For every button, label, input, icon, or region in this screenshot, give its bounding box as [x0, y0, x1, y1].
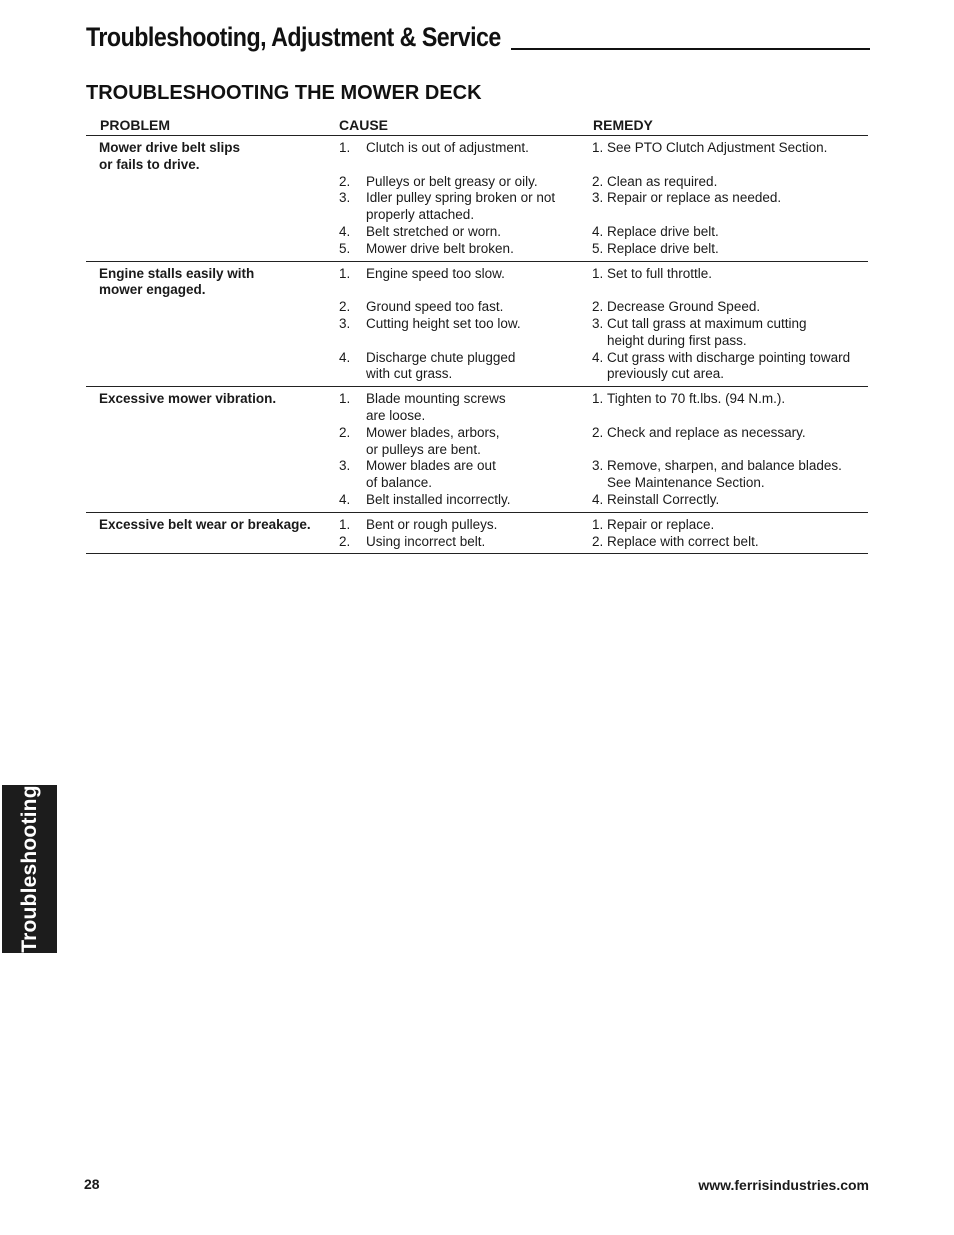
column-header-remedy: REMEDY	[593, 117, 653, 134]
remedy-number: 3.	[592, 190, 604, 206]
cause-cell	[339, 266, 592, 300]
remedy-line: Check and replace as necessary.	[607, 424, 806, 440]
remedy-cell	[592, 140, 868, 174]
cause-text	[366, 140, 592, 174]
problem-text: or fails to drive.	[99, 156, 200, 172]
table-header-row	[86, 112, 868, 136]
cause-line: or pulleys are bent.	[366, 441, 481, 457]
remedy-cell	[592, 458, 868, 492]
cause-text	[366, 534, 592, 551]
remedy-text	[607, 534, 868, 551]
table-row	[86, 316, 868, 350]
cause-cell	[339, 241, 592, 258]
remedy-cell	[592, 391, 868, 425]
remedy-line: Replace drive belt.	[607, 223, 719, 239]
table-row	[86, 174, 868, 191]
remedy-line: Reinstall Correctly.	[607, 491, 720, 507]
cause-line: Using incorrect belt.	[366, 533, 486, 549]
table-row	[86, 350, 868, 384]
cause-text	[366, 190, 592, 224]
problem-text: Mower drive belt slips	[99, 140, 241, 155]
remedy-text	[607, 174, 868, 191]
remedy-line: Remove, sharpen, and balance blades.	[607, 458, 842, 474]
problem-cell	[86, 391, 339, 425]
remedy-cell	[592, 224, 868, 241]
problem-text: Excessive mower vibration.	[99, 391, 277, 407]
cause-number: 2.	[339, 424, 351, 440]
cause-number: 4.	[339, 349, 351, 365]
problem-group	[86, 513, 868, 555]
problem-cell	[86, 241, 339, 258]
cause-text	[366, 458, 592, 492]
remedy-line: Decrease Ground Speed.	[607, 299, 761, 315]
problem-cell	[86, 492, 339, 509]
cause-cell	[339, 534, 592, 551]
remedy-number: 4.	[592, 349, 604, 365]
cause-cell	[339, 458, 592, 492]
remedy-line: previously cut area.	[607, 366, 725, 382]
cause-cell	[339, 425, 592, 459]
remedy-text	[607, 517, 868, 534]
cause-line: Ground speed too fast.	[366, 299, 504, 315]
remedy-number: 4.	[592, 223, 604, 239]
remedy-text	[607, 316, 868, 350]
cause-cell	[339, 224, 592, 241]
cause-number: 1.	[339, 516, 351, 532]
problem-cell	[86, 425, 339, 459]
remedy-line: Set to full throttle.	[607, 265, 713, 281]
problem-cell	[86, 140, 339, 174]
cause-text	[366, 391, 592, 425]
cause-cell	[339, 492, 592, 509]
cause-cell	[339, 517, 592, 534]
cause-text	[366, 266, 592, 300]
cause-text	[366, 350, 592, 384]
cause-line: Mower blades, arbors,	[366, 424, 500, 440]
remedy-line: Clean as required.	[607, 173, 718, 189]
header-rule	[511, 48, 870, 50]
page-header-title: Troubleshooting, Adjustment & Service	[86, 22, 501, 52]
cause-cell	[339, 391, 592, 425]
remedy-line: Repair or replace.	[607, 516, 715, 532]
remedy-line: See PTO Clutch Adjustment Section.	[607, 140, 828, 155]
cause-number: 1.	[339, 140, 351, 155]
problem-group	[86, 136, 868, 262]
problem-cell	[86, 316, 339, 350]
table-row	[86, 299, 868, 316]
remedy-cell	[592, 190, 868, 224]
problem-cell	[86, 266, 339, 300]
cause-number: 4.	[339, 491, 351, 507]
footer-url: www.ferrisindustries.com	[698, 1177, 869, 1193]
remedy-cell	[592, 266, 868, 300]
cause-line: Clutch is out of adjustment.	[366, 140, 529, 155]
cause-text	[366, 492, 592, 509]
section-title: TROUBLESHOOTING THE MOWER DECK	[86, 82, 482, 104]
remedy-cell	[592, 241, 868, 258]
side-tab-label: Troubleshooting	[17, 785, 41, 953]
remedy-line: Tighten to 70 ft.lbs. (94 N.m.).	[607, 391, 786, 407]
problem-cell	[86, 534, 339, 551]
problem-cell	[86, 174, 339, 191]
table-row	[86, 534, 868, 551]
problem-group	[86, 387, 868, 513]
remedy-number: 4.	[592, 491, 604, 507]
remedy-number: 3.	[592, 315, 604, 331]
remedy-number: 5.	[592, 240, 604, 256]
cause-line	[366, 333, 592, 350]
remedy-cell	[592, 534, 868, 551]
problem-text: Engine stalls easily with	[99, 265, 255, 281]
problem-cell	[86, 350, 339, 384]
remedy-line: Replace drive belt.	[607, 240, 719, 256]
remedy-number: 2.	[592, 173, 604, 189]
cause-line: Blade mounting screws	[366, 391, 506, 407]
table-row	[86, 458, 868, 492]
cause-number: 2.	[339, 299, 351, 315]
cause-number: 2.	[339, 533, 351, 549]
remedy-text	[607, 391, 868, 425]
cause-cell	[339, 140, 592, 174]
remedy-text	[607, 350, 868, 384]
side-tab	[2, 785, 57, 953]
table-body	[86, 136, 868, 554]
table-row	[86, 224, 868, 241]
remedy-cell	[592, 174, 868, 191]
remedy-text	[607, 425, 868, 459]
cause-line: Idler pulley spring broken or not	[366, 190, 556, 206]
problem-group	[86, 262, 868, 388]
cause-line: Mower drive belt broken.	[366, 240, 514, 256]
cause-text	[366, 517, 592, 534]
remedy-line: Cut grass with discharge pointing toward	[607, 349, 851, 365]
remedy-text	[607, 224, 868, 241]
remedy-text	[607, 190, 868, 224]
cause-line: Cutting height set too low.	[366, 315, 521, 331]
cause-number: 1.	[339, 391, 351, 407]
remedy-line: Replace with correct belt.	[607, 533, 759, 549]
remedy-number: 1.	[592, 391, 604, 407]
remedy-number: 1.	[592, 265, 604, 281]
problem-cell	[86, 224, 339, 241]
table-row	[86, 266, 868, 300]
table-row	[86, 391, 868, 425]
problem-text: mower engaged.	[99, 282, 206, 298]
table-row	[86, 140, 868, 174]
cause-cell	[339, 174, 592, 191]
cause-line: properly attached.	[366, 207, 475, 223]
table-row	[86, 492, 868, 509]
remedy-text	[607, 299, 868, 316]
cause-line: Pulleys or belt greasy or oily.	[366, 173, 538, 189]
cause-text	[366, 174, 592, 191]
remedy-cell	[592, 517, 868, 534]
cause-number: 2.	[339, 173, 351, 189]
table-row	[86, 517, 868, 534]
cause-line: Engine speed too slow.	[366, 265, 505, 281]
table-row	[86, 241, 868, 258]
cause-cell	[339, 299, 592, 316]
remedy-text	[607, 492, 868, 509]
cause-text	[366, 224, 592, 241]
remedy-line: See Maintenance Section.	[607, 475, 765, 491]
remedy-cell	[592, 350, 868, 384]
problem-text: Excessive belt wear or breakage.	[99, 516, 311, 532]
cause-line: Mower blades are out	[366, 458, 496, 474]
cause-line: with cut grass.	[366, 366, 453, 382]
remedy-cell	[592, 425, 868, 459]
cause-line: of balance.	[366, 475, 433, 491]
cause-cell	[339, 350, 592, 384]
cause-cell	[339, 190, 592, 224]
cause-number: 1.	[339, 265, 351, 281]
remedy-line: Cut tall grass at maximum cutting	[607, 315, 807, 331]
problem-cell	[86, 458, 339, 492]
cause-text	[366, 425, 592, 459]
table-row	[86, 190, 868, 224]
cause-line: Belt stretched or worn.	[366, 223, 502, 239]
remedy-text	[607, 140, 868, 174]
remedy-line: Repair or replace as needed.	[607, 190, 782, 206]
remedy-cell	[592, 299, 868, 316]
page-number: 28	[84, 1176, 100, 1192]
remedy-number: 1.	[592, 140, 604, 155]
remedy-number: 2.	[592, 299, 604, 315]
remedy-number: 2.	[592, 533, 604, 549]
column-header-cause: CAUSE	[339, 117, 389, 134]
cause-line: are loose.	[366, 407, 426, 423]
troubleshooting-table	[86, 112, 868, 554]
remedy-number: 2.	[592, 424, 604, 440]
remedy-cell	[592, 316, 868, 350]
cause-number: 3.	[339, 315, 351, 331]
problem-cell	[86, 299, 339, 316]
table-row	[86, 425, 868, 459]
column-header-problem: PROBLEM	[100, 117, 170, 134]
cause-text	[366, 299, 592, 316]
remedy-number: 1.	[592, 516, 604, 532]
cause-number: 5.	[339, 240, 351, 256]
cause-number: 3.	[339, 458, 351, 474]
remedy-line: height during first pass.	[607, 332, 747, 348]
cause-cell	[339, 316, 592, 350]
cause-number: 3.	[339, 190, 351, 206]
cause-text	[366, 241, 592, 258]
remedy-text	[607, 266, 868, 300]
remedy-cell	[592, 492, 868, 509]
cause-number: 4.	[339, 223, 351, 239]
remedy-text	[607, 458, 868, 492]
cause-line: Discharge chute plugged	[366, 349, 516, 365]
problem-cell	[86, 190, 339, 224]
cause-line: Belt installed incorrectly.	[366, 491, 511, 507]
cause-line: Bent or rough pulleys.	[366, 516, 498, 532]
remedy-text	[607, 241, 868, 258]
cause-text	[366, 316, 592, 350]
problem-cell	[86, 517, 339, 534]
remedy-number: 3.	[592, 458, 604, 474]
